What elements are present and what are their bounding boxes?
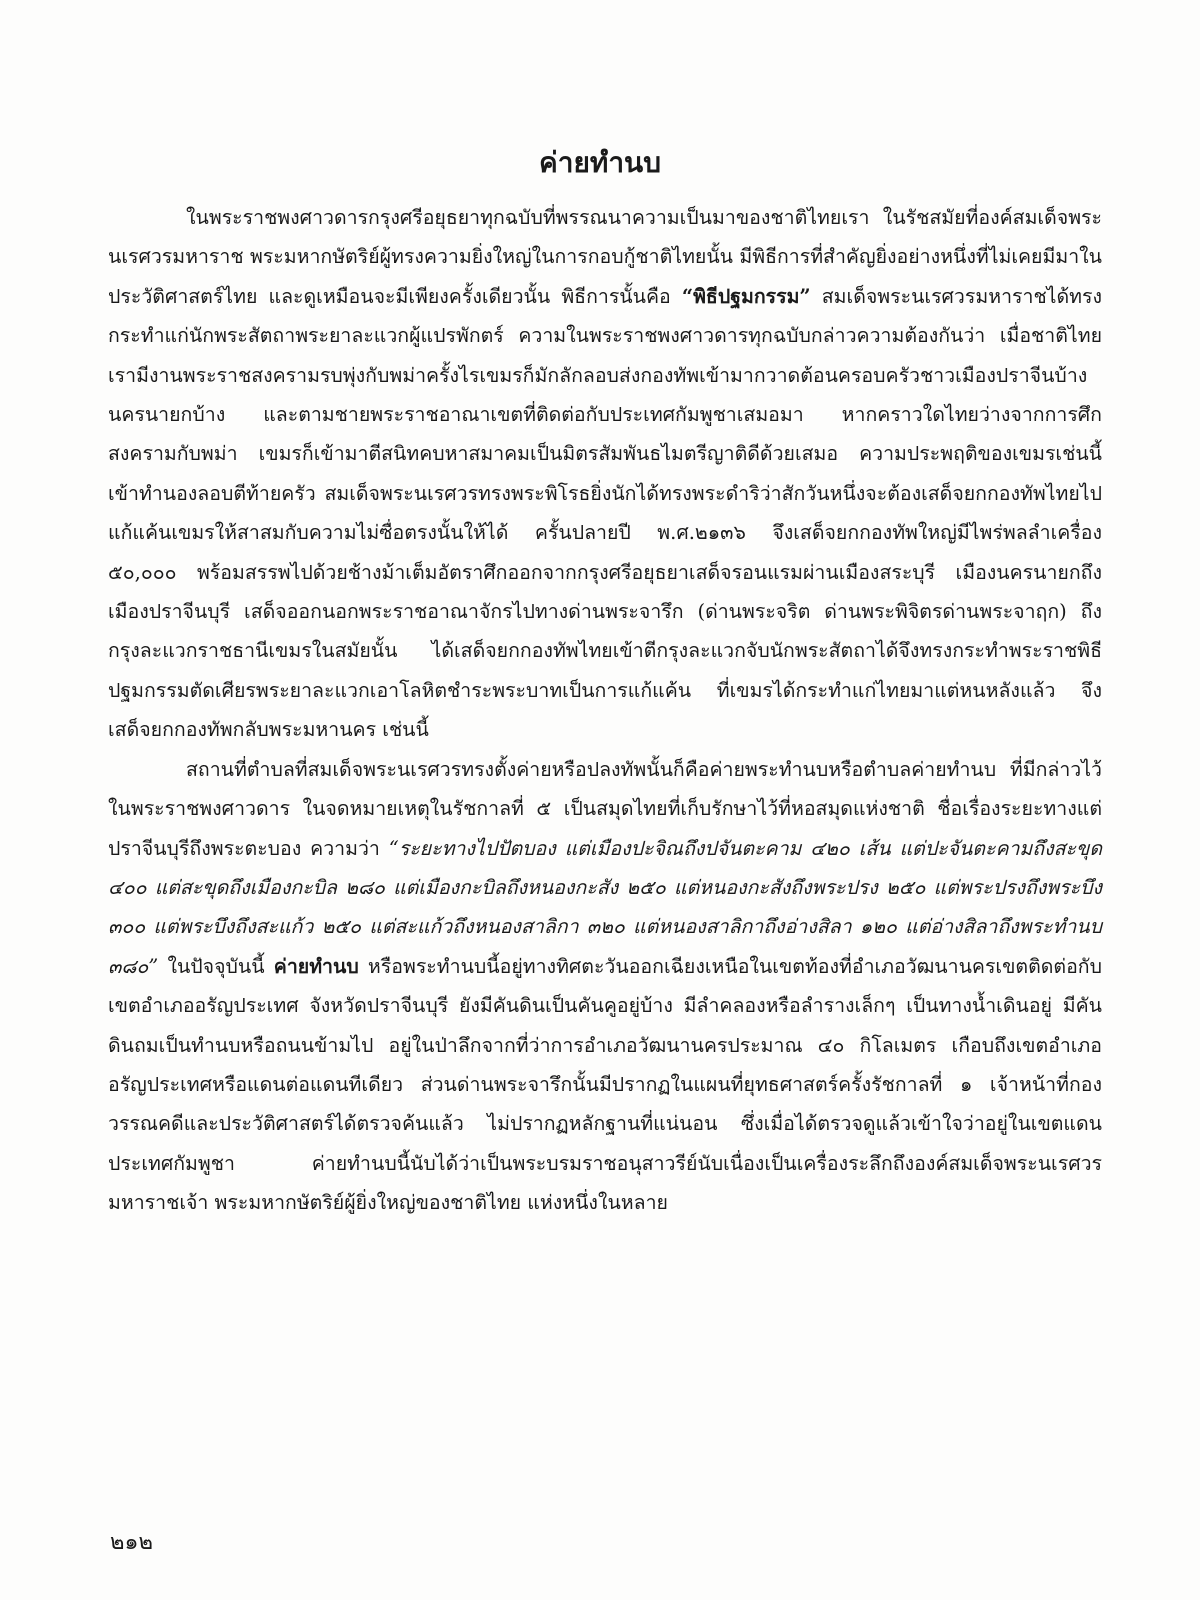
page-number: ๒๑๒ [110,1530,153,1555]
paragraph-2-text-a: สถานที่ตำบลที่สมเด็จพระนเรศวรทรงตั้งค่ายหรือปลงทัพนั้นก็คือค่ายพระทำนบหรือตำบลค่ายทำนบ ที่มีกล่าวไว้ในพระราชพงศาวดาร ในจดหมายเหตุในรัชกาลที่ ๕ เป็นสมุดไทยที่เก็บรักษาไว้ที่หอสมุดแห่งชาติ ชื่อเรื่องระยะทางแต่ปราจีนบุรีถึงพระตะบอง ความว่า [108,757,1102,860]
route-quote: “ระยะทางไปปัตบอง แต่เมืองปะจิณถึงปจันตะคาม ๔๒๐ เส้น แต่ปะจันตะคามถึงสะขุด ๔๐๐ แต่สะขุดถึงเมืองกะบิล ๒๘๐ แต่เมืองกะบิลถึงหนองกะสัง ๒๕๐ แต่หนองกะสังถึงพระปรง ๒๕๐ แต่พระปรงถึงพระบึง ๓๐๐ แต่พระบึงถึงสะแก้ว ๒๕๐ แต่สะแก้วถึงหนองสาลิกา ๓๒๐ แต่หนองสาลิกาถึงอ่างสิลา ๑๒๐ แต่อ่างสิลาถึงพระทำนบ ๓๘๐” [108,836,1102,978]
paragraph-2 [108,750,1102,1223]
paragraph-1-text-a: ในพระราชพงศาวดารกรุงศรีอยุธยาทุกฉบับที่พรรณนาความเป็นมาของชาติไทยเรา ในรัชสมัยที่องค์สมเด็จพระนเรศวรมหาราช พระมหากษัตริย์ผู้ทรงความยิ่งใหญ่ในการกอบกู้ชาติไทยนั้น มีพิธีการที่สำคัญยิ่งอย่างหนึ่งที่ไม่เคยมีมาในประวัติศาสตร์ไทย และดูเหมือนจะมีเพียงครั้งเดียวนั้น พิธีการนั้นคือ [108,206,1102,308]
paragraph-2-text-b: ในปัจจุบันนี้ [158,954,274,978]
paragraph-1 [108,198,1102,750]
ceremony-name: “พิธีปฐมกรรม” [681,284,811,308]
camp-name: ค่ายทำนบ [273,954,359,978]
paragraph-1-text-b: สมเด็จพระนเรศวรมหาราชได้ทรงกระทำแก่นักพระสัตถาพระยาละแวกผู้แปรพักตร์ ความในพระราชพงศาวดารทุกฉบับกล่าวความต้องกันว่า เมื่อชาติไทยเรามีงานพระราชสงครามรบพุ่งกับพม่าครั้งไรเขมรก็มักลักลอบส่งกองทัพเข้ามากวาดต้อนครอบครัวชาวเมืองปราจีนบ้าง นครนายกบ้าง และตามชายพระราชอาณาเขตที่ติดต่อกับประเทศกัมพูชาเสมอมา หากคราวใดไทยว่างจากการศึกสงครามกับพม่า เขมรก็เข้ามาตีสนิทคบหาสมาคมเป็นมิตรสัมพันธไมตรีญาติดีด้วยเสมอ ความประพฤติของเขมรเช่นนี้เข้าทำนองลอบตีท้ายครัว สมเด็จพระนเรศวรทรงพระพิโรธยิ่งนักได้ทรงพระดำริว่าสักวันหนึ่งจะต้องเสด็จยกกองทัพไทยไปแก้แค้นเขมรให้สาสมกับความไม่ซื่อตรงนั้นให้ได้ ครั้นปลายปี พ.ศ.๒๑๓๖ จึงเสด็จยกกองทัพใหญ่มีไพร่พลลำเครื่อง ๕๐,๐๐๐ พร้อมสรรพไปด้วยช้างม้าเต็มอัตราศึกออกจากกรุงศรีอยุธยาเสด็จรอนแรมผ่านเมืองสระบุรี เมืองนครนายกถึงเมืองปราจีนบุรี เสด็จออกนอกพระราชอาณาจักรไปทางด่านพระจารึก (ด่านพระจริต ด่านพระพิจิตรด่านพระจาฤก) ถึงกรุงละแวกราชธานีเขมรในสมัยนั้น ได้เสด็จยกกองทัพไทยเข้าตีกรุงละแวกจับนักพระสัตถาได้จึงทรงกระทำพระราชพิธีปฐมกรรมตัดเศียรพระยาละแวกเอาโลหิตชำระพระบาทเป็นการแก้แค้น ที่เขมรได้กระทำแก่ไทยมาแต่หนหลังแล้ว จึงเสด็จยกกองทัพกลับพระมหานคร เช่นนี้ [108,284,1102,742]
paragraph-2-text-c: หรือพระทำนบนี้อยู่ทางทิศตะวันออกเฉียงเหนือในเขตท้องที่อำเภอวัฒนานครเขตติดต่อกับเขตอำเภออรัญประเทศ จังหวัดปราจีนบุรี ยังมีคันดินเป็นคันคูอยู่บ้าง มีลำคลองหรือลำรางเล็กๆ เป็นทางน้ำเดินอยู่ มีคันดินถมเป็นทำนบหรือถนนข้ามไป อยู่ในป่าลึกจากที่ว่าการอำเภอวัฒนานครประมาณ ๔๐ กิโลเมตร เกือบถึงเขตอำเภออรัญประเทศหรือแดนต่อแดนทีเดียว ส่วนด่านพระจารึกนั้นมีปรากฏในแผนที่ยุทธศาสตร์ครั้งรัชกาลที่ ๑ เจ้าหน้าที่กองวรรณคดีและประวัติศาสตร์ได้ตรวจค้นแล้ว ไม่ปรากฏหลักฐานที่แน่นอน ซึ่งเมื่อได้ตรวจดูแล้วเข้าใจว่าอยู่ในเขตแดนประเทศกัมพูชา ค่ายทำนบนี้นับได้ว่าเป็นพระบรมราชอนุสาวรีย์นับเนื่องเป็นเครื่องระลึกถึงองค์สมเด็จพระนเรศวรมหาราชเจ้า พระมหากษัตริย์ผู้ยิ่งใหญ่ของชาติไทย แห่งหนึ่งในหลาย [108,954,1102,1215]
page-title: ค่ายทำนบ [539,146,661,179]
body-text [108,198,1102,1223]
